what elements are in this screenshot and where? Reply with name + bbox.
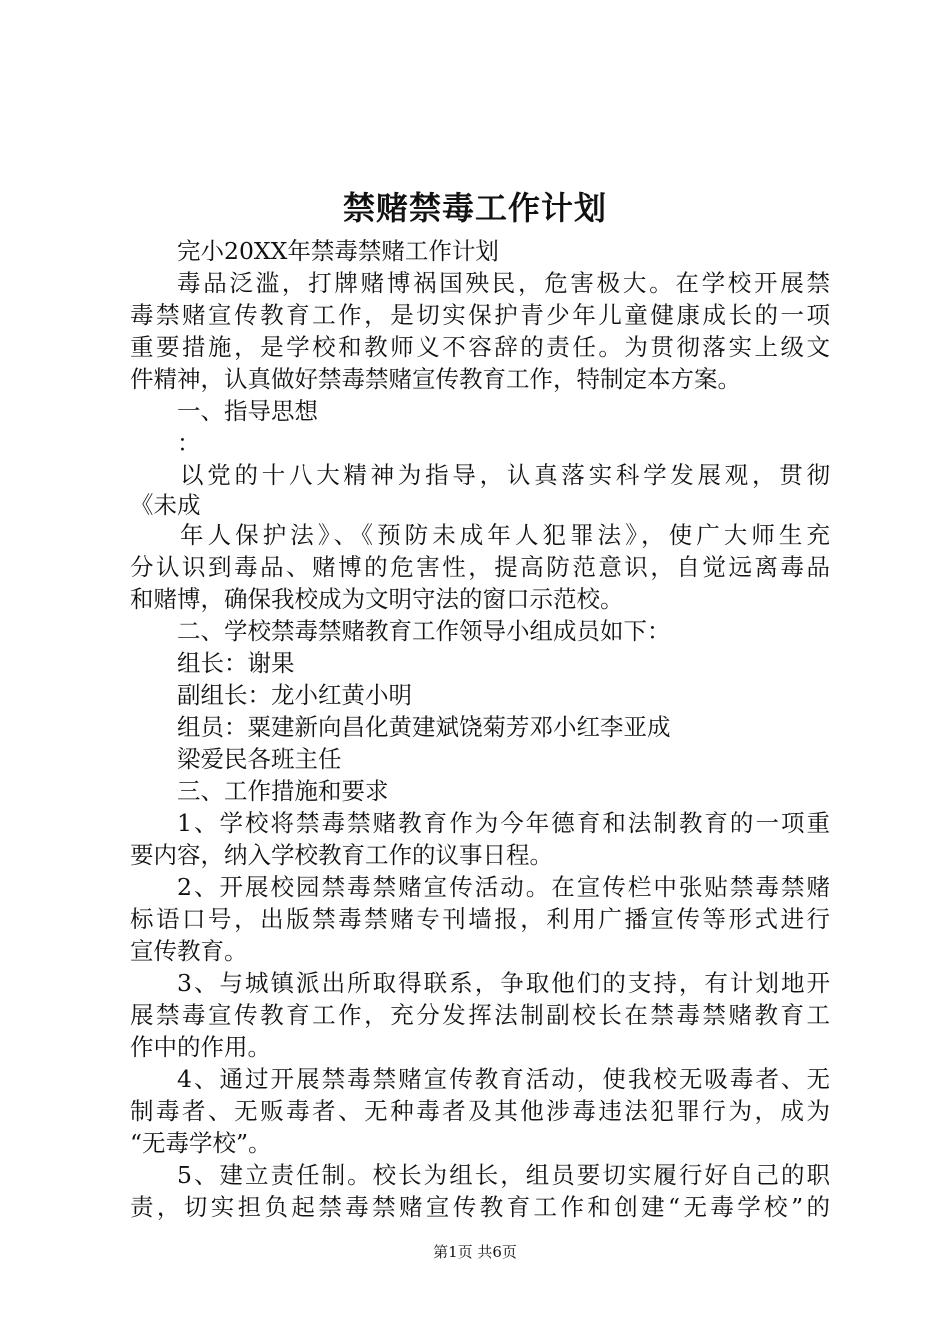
paragraph-line: 责，切实担负起禁毒禁赌宣传教育工作和创建“无毒学校”的 xyxy=(130,1193,830,1221)
paragraph-line: 分认识到毒品、赌博的危害性，提高防范意识，自觉远离毒品 xyxy=(130,553,830,581)
paragraph-line: 要内容，纳入学校教育工作的议事日程。 xyxy=(130,841,553,869)
paragraph-line: 组长：谢果 xyxy=(177,649,295,677)
paragraph-line: 副组长：龙小红黄小明 xyxy=(177,681,412,709)
paragraph-line: 2、开展校园禁毒禁赌宣传活动。在宣传栏中张贴禁毒禁赌 xyxy=(177,873,830,901)
paragraph-line: 二、学校禁毒禁赌教育工作领导小组成员如下： xyxy=(177,617,671,645)
paragraph-line: 梁爱民各班主任 xyxy=(177,745,342,773)
paragraph-line: 4、通过开展禁毒禁赌宣传教育活动，使我校无吸毒者、无 xyxy=(177,1065,830,1093)
paragraph-line: 以党的十八大精神为指导，认真落实科学发展观，贯彻 xyxy=(180,461,830,489)
paragraph-line: 《未成 xyxy=(130,491,201,519)
paragraph-line: 年人保护法》、《预防未成年人犯罪法》，使广大师生充 xyxy=(180,521,830,549)
paragraph-line: ： xyxy=(177,429,201,457)
paragraph-line: 1、学校将禁毒禁赌教育作为今年德育和法制教育的一项重 xyxy=(177,809,830,837)
paragraph-line: 作中的作用。 xyxy=(130,1033,271,1061)
paragraph-line: 完小20XX年禁毒禁赌工作计划 xyxy=(177,237,499,265)
paragraph-line: 件精神，认真做好禁毒禁赌宣传教育工作，特制定本方案。 xyxy=(130,365,741,393)
paragraph-line: 重要措施，是学校和教师义不容辞的责任。为贯彻落实上级文 xyxy=(130,333,830,361)
paragraph-line: 制毒者、无贩毒者、无种毒者及其他涉毒违法犯罪行为，成为 xyxy=(130,1097,830,1125)
paragraph-line: 毒品泛滥，打牌赌博祸国殃民，危害极大。在学校开展禁 xyxy=(177,269,830,297)
paragraph-line: 宣传教育。 xyxy=(130,937,248,965)
page-footer: 第1页 共6页 xyxy=(433,1243,517,1261)
paragraph-line: 和赌博，确保我校成为文明守法的窗口示范校。 xyxy=(130,585,624,613)
paragraph-line: 组员：粟建新向昌化黄建斌饶菊芳邓小红李亚成 xyxy=(177,713,671,741)
paragraph-line: 5、建立责任制。校长为组长，组员要切实履行好自己的职 xyxy=(177,1161,830,1189)
paragraph-line: 一、指导思想 xyxy=(177,397,318,425)
document-title: 禁赌禁毒工作计划 xyxy=(342,189,607,227)
paragraph-line: “无毒学校”。 xyxy=(130,1129,272,1157)
paragraph-line: 标语口号，出版禁毒禁赌专刊墙报，利用广播宣传等形式进行 xyxy=(130,905,830,933)
paragraph-line: 3、与城镇派出所取得联系，争取他们的支持，有计划地开 xyxy=(177,969,830,997)
paragraph-line: 三、工作措施和要求 xyxy=(177,777,389,805)
paragraph-line: 毒禁赌宣传教育工作，是切实保护青少年儿童健康成长的一项 xyxy=(130,301,830,329)
paragraph-line: 展禁毒宣传教育工作，充分发挥法制副校长在禁毒禁赌教育工 xyxy=(130,1001,830,1029)
